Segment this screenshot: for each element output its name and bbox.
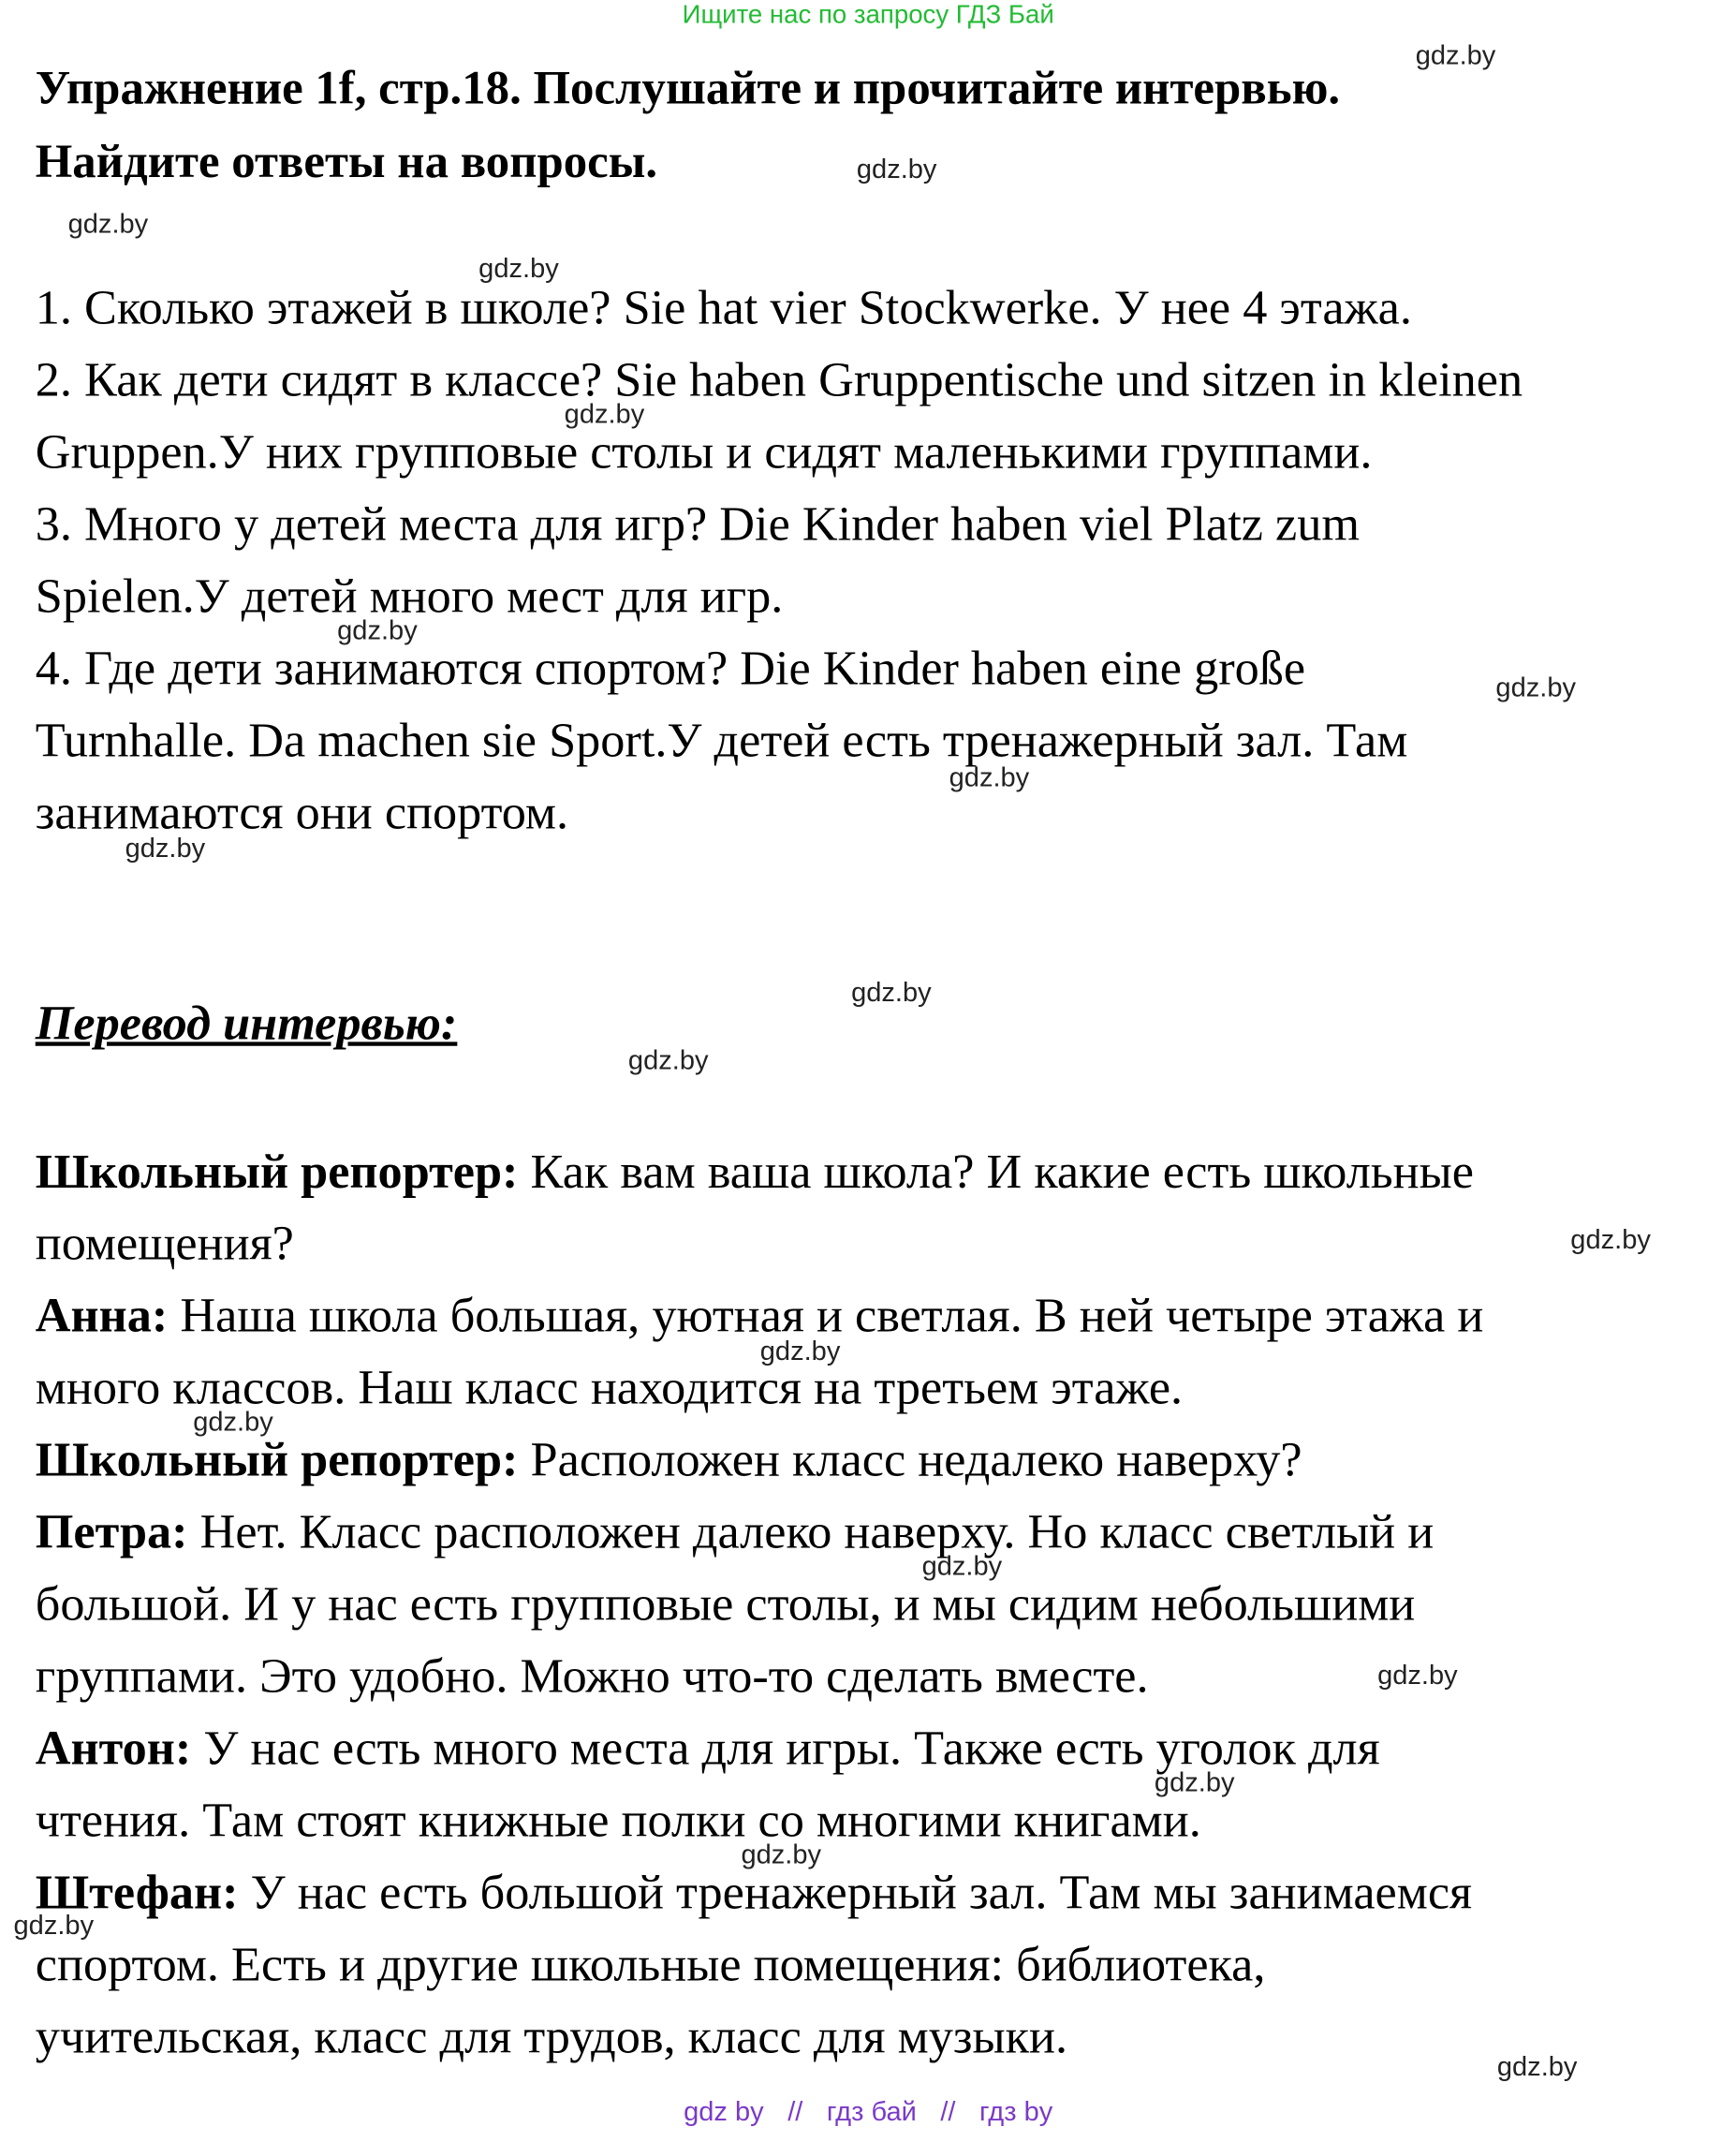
- translation-heading: Перевод интервью:: [35, 996, 458, 1051]
- bottom-link-gdz-by[interactable]: gdz by: [684, 2097, 764, 2128]
- speaker-label: Антон:: [35, 1721, 192, 1776]
- answer-line: 4. Где дети занимаются спортом? Die Kinder haben eine große: [35, 640, 1306, 696]
- watermark: gdz.by: [949, 762, 1030, 793]
- dialogue-line: [36, 1143, 1474, 1200]
- dialogue-text: Наша школа большая, уютная и светлая. В ней четыре этажа и: [168, 1288, 1484, 1343]
- dialogue-line: [36, 1792, 1201, 1849]
- top-banner[interactable]: Ищите нас по запросу ГДЗ Бай: [682, 1, 1054, 30]
- watermark: gdz.by: [67, 209, 149, 240]
- dialogue-text: помещения?: [35, 1216, 294, 1271]
- dialogue-text: много классов. Наш класс находится на третьем этаже.: [35, 1360, 1184, 1415]
- answer-line: Spielen.У детей много мест для игр.: [35, 569, 784, 624]
- dialogue-text: чтения. Там стоят книжные полки со многими книгами.: [35, 1792, 1201, 1848]
- watermark: gdz.by: [193, 1408, 273, 1438]
- watermark: gdz.by: [921, 1551, 1003, 1582]
- watermark: gdz.by: [13, 1911, 95, 1942]
- answer-line: 3. Много у детей места для игр? Die Kinder haben viel Platz zum: [35, 496, 1361, 552]
- dialogue-line: [36, 1864, 1472, 1921]
- dialogue-text: Нет. Класс расположен далеко наверху. Но класс светлый и: [187, 1504, 1434, 1559]
- speaker-label: Анна:: [35, 1288, 169, 1343]
- dialogue-text: большой. И у нас есть групповые столы, и мы сидим небольшими: [35, 1576, 1416, 1632]
- answer-line: 1. Сколько этажей в школе? Sie hat vier Stockwerke. У нее 4 этажа.: [35, 280, 1412, 335]
- dialogue-text: У нас есть много места для игры. Также есть уголок для: [191, 1721, 1380, 1776]
- dialogue-line: [36, 1575, 1416, 1632]
- bottom-banner: [0, 2094, 1736, 2130]
- dialogue-text: Как вам ваша школа? И какие есть школьные: [518, 1144, 1474, 1199]
- bottom-link-gdz-by-cyr[interactable]: гдз by: [979, 2097, 1053, 2128]
- watermark: gdz.by: [759, 1337, 841, 1367]
- answer-line: Gruppen.У них групповые столы и сидят маленькими группами.: [35, 424, 1373, 480]
- exercise-heading-line-1: Упражнение 1f, стр.18. Послушайте и прочитайте интервью.: [35, 61, 1341, 114]
- watermark: gdz.by: [1377, 1661, 1458, 1691]
- dialogue-line: [36, 1935, 1266, 1992]
- watermark: gdz.by: [627, 1045, 709, 1076]
- dialogue-text: учительская, класс для трудов, класс для музыки.: [35, 2008, 1068, 2063]
- dialogue-line: [36, 1215, 294, 1272]
- answer-line: занимаются они спортом.: [35, 784, 569, 840]
- speaker-label: Петра:: [35, 1504, 188, 1559]
- watermark: gdz.by: [1570, 1225, 1651, 1256]
- watermark: gdz.by: [851, 978, 932, 1009]
- speaker-label: Школьный репортер:: [35, 1144, 519, 1199]
- watermark: gdz.by: [1415, 40, 1496, 71]
- speaker-label: Школьный репортер:: [35, 1432, 519, 1487]
- watermark: gdz.by: [741, 1839, 822, 1870]
- speaker-label: Штефан:: [35, 1864, 239, 1920]
- separator: //: [940, 2097, 956, 2128]
- bottom-link-gdz-bai[interactable]: гдз бай: [826, 2097, 917, 2128]
- dialogue-line: [36, 2007, 1067, 2064]
- dialogue-line: [36, 1503, 1434, 1560]
- dialogue-text: группами. Это удобно. Можно что-то сделать вместе.: [35, 1648, 1149, 1704]
- separator: //: [787, 2097, 803, 2128]
- dialogue-line: [36, 1431, 1302, 1488]
- dialogue-text: У нас есть большой тренажерный зал. Там мы занимаемся: [238, 1864, 1473, 1920]
- watermark: gdz.by: [564, 399, 645, 430]
- answer-line: 2. Как дети сидят в классе? Sie haben Gruppentische und sitzen in kleinen: [35, 352, 1523, 407]
- watermark: gdz.by: [1154, 1767, 1235, 1798]
- watermark: gdz.by: [478, 254, 559, 285]
- answer-line: Turnhalle. Da machen sie Sport.У детей есть тренажерный зал. Там: [35, 712, 1408, 768]
- dialogue-text: спортом. Есть и другие школьные помещения: библиотека,: [35, 1936, 1266, 1992]
- exercise-heading-line-2: Найдите ответы на вопросы.: [35, 134, 658, 188]
- watermark: gdz.by: [337, 615, 418, 646]
- dialogue-text: Расположен класс недалеко наверху?: [518, 1432, 1302, 1487]
- dialogue-line: [36, 1647, 1149, 1705]
- watermark: gdz.by: [1495, 672, 1577, 703]
- watermark: gdz.by: [1496, 2052, 1578, 2083]
- watermark: gdz.by: [125, 834, 206, 864]
- dialogue-line: [36, 1287, 1484, 1344]
- watermark: gdz.by: [856, 155, 937, 185]
